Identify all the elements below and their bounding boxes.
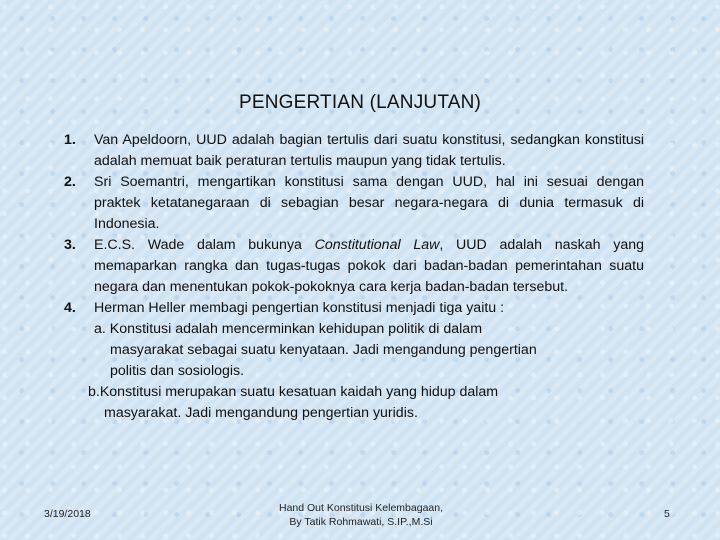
item-text: Herman Heller membagi pengertian konstitusi menjadi tiga yaitu : bbox=[94, 300, 505, 316]
footer-credit-line2: By Tatik Rohmawati, S.IP.,M.Si bbox=[289, 516, 433, 528]
sub-item-a-line1: a. Konstitusi adalah mencerminkan kehidupan politik di dalam bbox=[94, 321, 483, 337]
item-text: Van Apeldoorn, UUD adalah bagian tertulis dari suatu konstitusi, sedangkan konstitusi adalah memuat baik peraturan tertulis maupun yang tidak tertulis. bbox=[94, 132, 644, 169]
list-item bbox=[64, 172, 644, 235]
item-number: 4. bbox=[64, 300, 76, 316]
item-number: 1. bbox=[64, 132, 76, 148]
list-item bbox=[64, 298, 644, 424]
item-text-pre: E.C.S. Wade dalam bukunya bbox=[94, 237, 315, 253]
item-text: Sri Soemantri, mengartikan konstitusi sama dengan UUD, hal ini sesuai dengan praktek ketatanegaraan di sebagian besar negara-negara di dunia termasuk di Indonesia. bbox=[94, 174, 644, 232]
definition-list bbox=[64, 130, 644, 424]
page-number: 5 bbox=[664, 508, 670, 520]
footer-credit-line1: Hand Out Konstitusi Kelembagaan, bbox=[278, 502, 444, 514]
sub-item-b-line1: b.Konstitusi merupakan suatu kesatuan kaidah yang hidup dalam bbox=[88, 384, 499, 400]
list-item bbox=[64, 130, 644, 172]
sub-item-b-line2: masyarakat. Jadi mengandung pengertian yuridis. bbox=[104, 405, 418, 421]
sub-item-a-line3: politis dan sosiologis. bbox=[110, 363, 245, 379]
item-number: 3. bbox=[64, 237, 76, 253]
book-title: Constitutional Law bbox=[314, 237, 440, 253]
slide-title: PENGERTIAN (LANJUTAN) bbox=[238, 92, 482, 113]
sub-item-a-line2: masyarakat sebagai suatu kenyataan. Jadi mengandung pengertian bbox=[110, 342, 537, 358]
footer-credit bbox=[230, 501, 492, 529]
item-text-post: , UUD adalah naskah yang memaparkan rangka dan tugas-tugas pokok dari badan-badan pemerintahan suatu negara dan menentukan pokok-pokoknya cara kerja badan-badan tersebut. bbox=[94, 237, 644, 295]
footer-date: 3/19/2018 bbox=[44, 508, 91, 520]
sub-item-a bbox=[94, 319, 644, 382]
sub-item-b bbox=[88, 382, 644, 424]
sub-list bbox=[88, 319, 644, 424]
list-item bbox=[64, 235, 644, 298]
item-number: 2. bbox=[64, 174, 76, 190]
